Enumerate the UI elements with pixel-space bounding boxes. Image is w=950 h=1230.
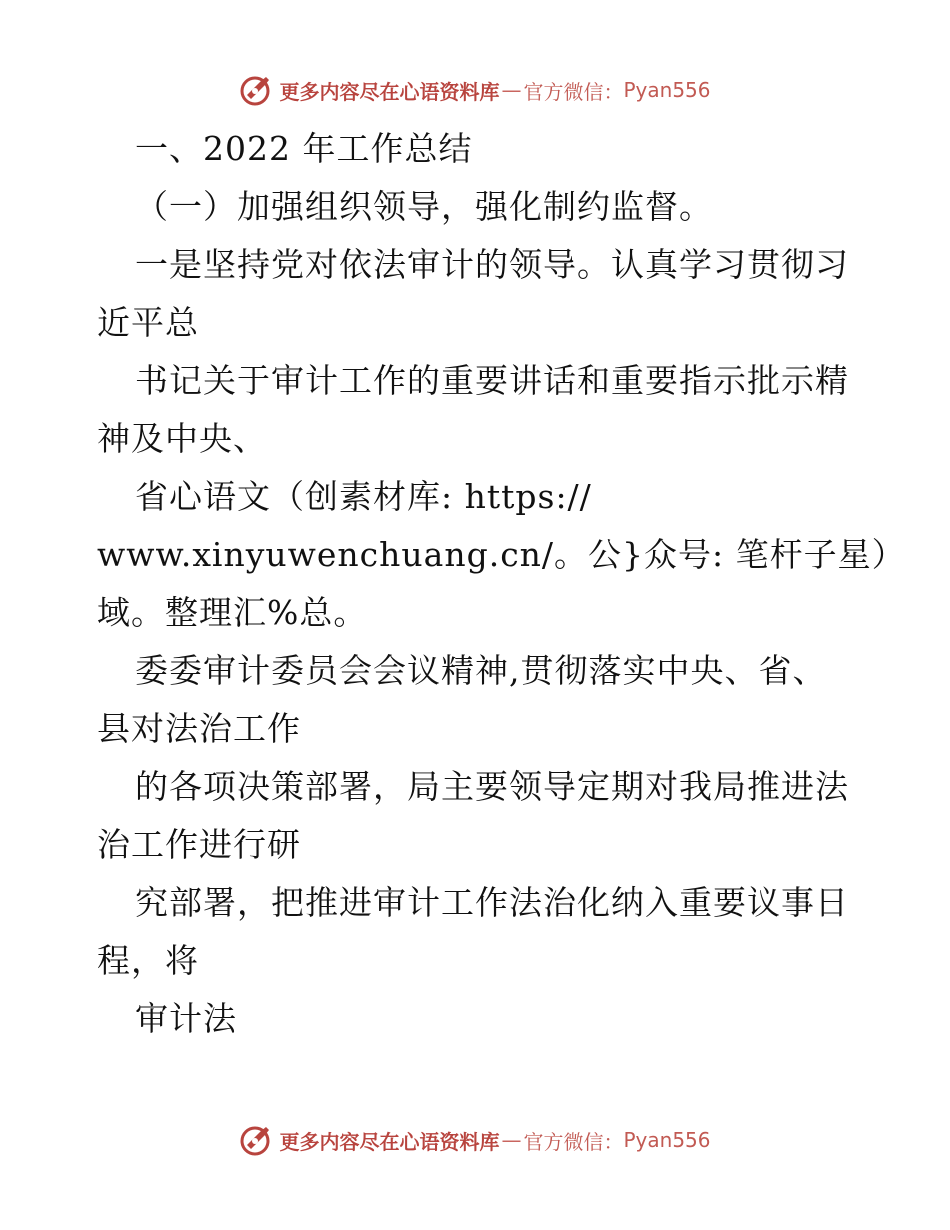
doc-line-subheading: （一）加强组织领导，强化制约监督。 [135,187,713,226]
doc-line: www.xinyuwenchuang.cn/。公}众号: 笔杆子星） [97,535,906,574]
doc-line: 神及中央、 [97,419,267,458]
doc-line: 程，将 [97,941,199,980]
doc-line: 近平总 [97,303,199,342]
doc-line: 究部署，把推进审计工作法治化纳入重要议事日 [135,883,849,922]
doc-line-heading: 一、2022 年工作总结 [135,129,473,168]
doc-line: 书记关于审计工作的重要讲话和重要指示批示精 [135,361,849,400]
banner-separator: — [501,78,522,102]
banner-wechat-label: 官方微信： [523,79,624,104]
doc-line: 县对法治工作 [97,709,301,748]
banner-wechat-id: Pyan556 [623,78,711,102]
pen-nib-logo-icon [239,1123,273,1157]
doc-line: 域。整理汇%总。 [97,593,368,632]
doc-line: 委委审计委员会会议精神,贯彻落实中央、省、 [135,651,827,690]
banner-main-text: 更多内容尽在心语资料库 [279,1129,500,1154]
banner-separator: — [501,1128,522,1152]
banner-wechat-id: Pyan556 [623,1128,711,1152]
document-body [97,120,906,1048]
doc-line: 省心语文（创素材库: https:// [135,477,592,516]
banner-main-text: 更多内容尽在心语资料库 [279,79,500,104]
pen-nib-logo-icon [239,73,273,107]
doc-line: 一是坚持党对依法审计的领导。认真学习贯彻习 [135,245,849,284]
doc-line: 的各项决策部署，局主要领导定期对我局推进法 [135,767,849,806]
footer-watermark-banner [0,1118,950,1162]
doc-line: 审计法 [135,999,237,1038]
doc-line: 治工作进行研 [97,825,301,864]
header-watermark-banner [0,68,950,112]
banner-wechat-label: 官方微信： [523,1129,624,1154]
